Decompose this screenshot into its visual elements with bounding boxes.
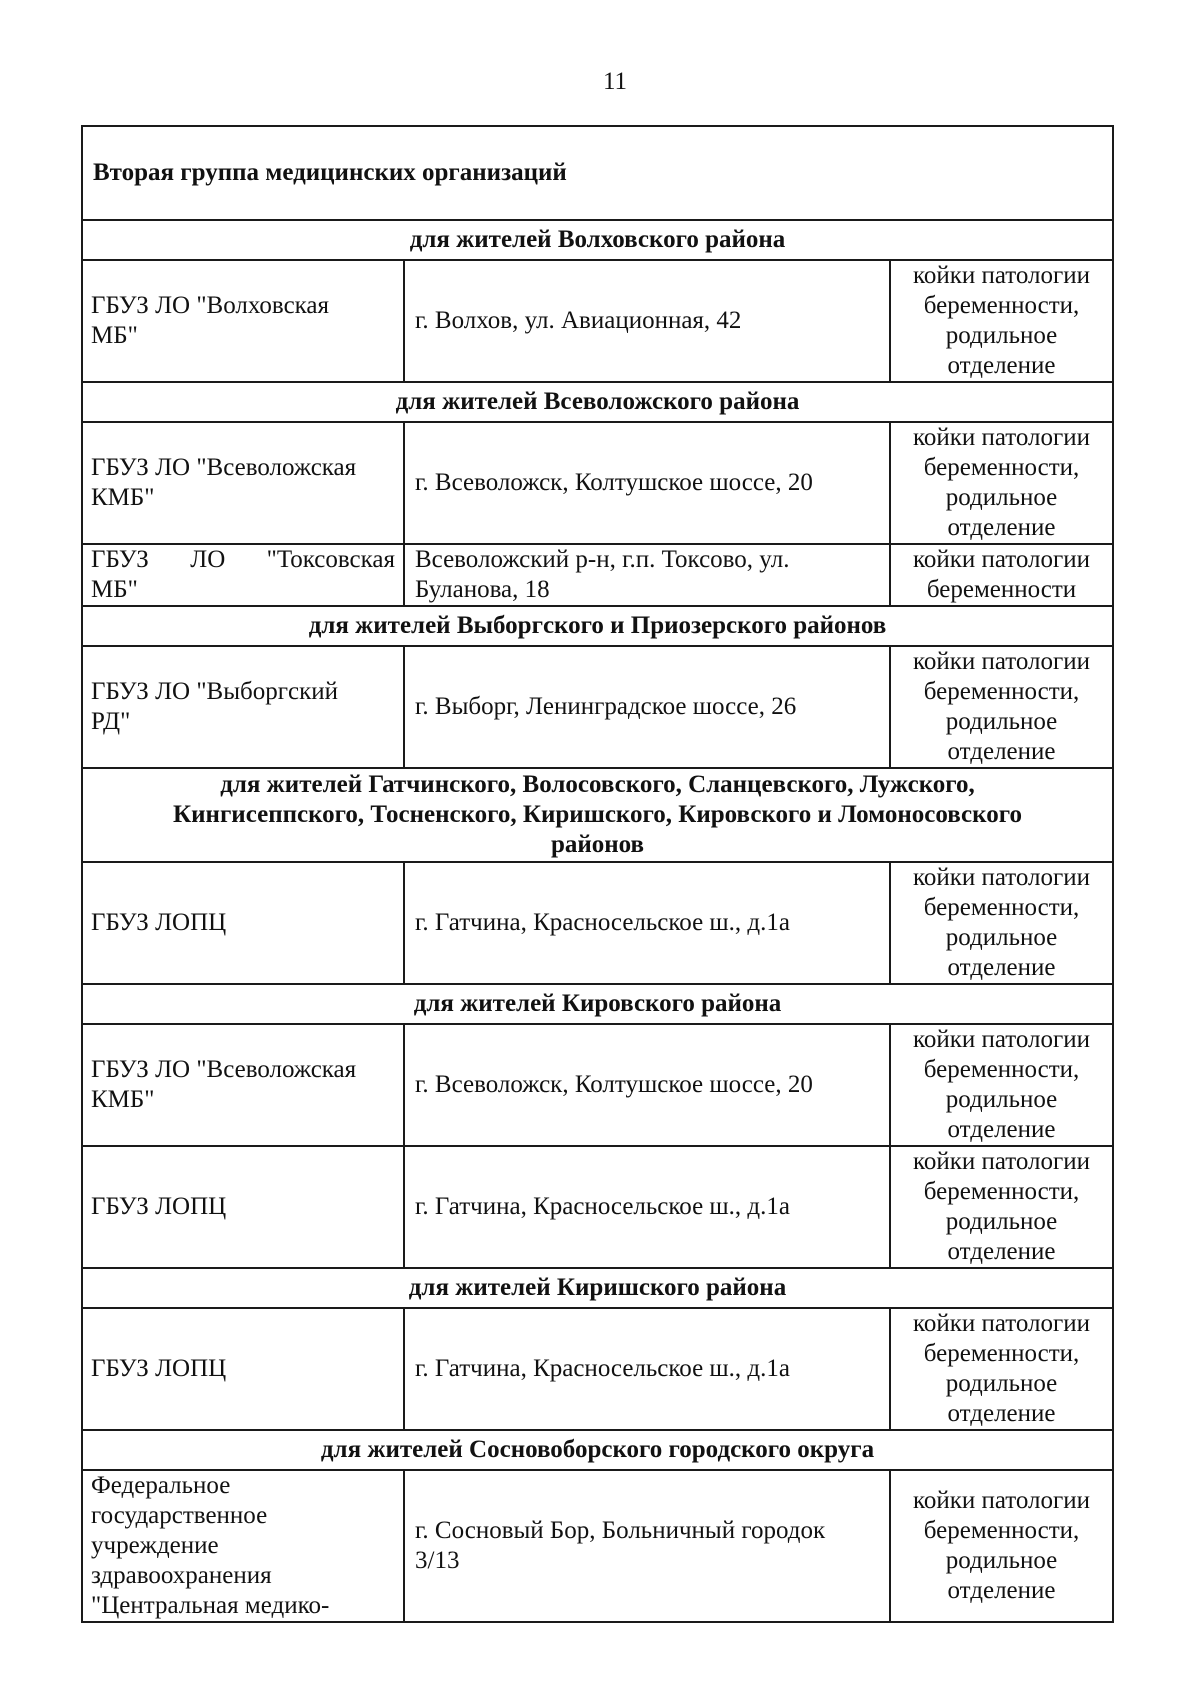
beds-cell: койки патологии беременности, родильное отделение bbox=[890, 646, 1113, 768]
address-cell: г. Гатчина, Красносельское ш., д.1а bbox=[404, 1308, 890, 1430]
table-row bbox=[82, 422, 1113, 544]
group-title: Вторая группа медицинских организаций bbox=[82, 126, 1113, 220]
organization-line: МБ" bbox=[91, 576, 138, 603]
district-row bbox=[82, 382, 1113, 422]
table-row bbox=[82, 260, 1113, 382]
address-cell: г. Волхов, ул. Авиационная, 42 bbox=[404, 260, 890, 382]
beds-cell: койки патологии беременности, родильное отделение bbox=[890, 1308, 1113, 1430]
district-row bbox=[82, 984, 1113, 1024]
organization-cell: ГБУЗ ЛО "Волховская МБ" bbox=[82, 260, 404, 382]
organization-cell: ГБУЗ ЛОПЦ bbox=[82, 862, 404, 984]
table-row bbox=[82, 862, 1113, 984]
table-row bbox=[82, 646, 1113, 768]
district-row bbox=[82, 1430, 1113, 1470]
organization-cell: ГБУЗ ЛО "Выборгский РД" bbox=[82, 646, 404, 768]
address-cell: г. Всеволожск, Колтушское шоссе, 20 bbox=[404, 1024, 890, 1146]
address-cell: Всеволожский р-н, г.п. Токсово, ул. Буланова, 18 bbox=[404, 544, 890, 606]
address-cell: г. Сосновый Бор, Больничный городок 3/13 bbox=[404, 1470, 890, 1622]
organization-cell: ГБУЗ ЛОПЦ bbox=[82, 1146, 404, 1268]
page-number: 11 bbox=[602, 68, 628, 95]
table-row bbox=[82, 1024, 1113, 1146]
district-heading: для жителей Сосновоборского городского округа bbox=[82, 1430, 1113, 1470]
table-row bbox=[82, 1470, 1113, 1622]
beds-cell: койки патологии беременности bbox=[890, 544, 1113, 606]
district-heading: для жителей Гатчинского, Волосовского, Сланцевского, Лужского, Кингисеппского, Тосненского, Киришского, Кировского и Ломоносовского районов bbox=[82, 768, 1113, 862]
organization-cell: ГБУЗ ЛОПЦ bbox=[82, 1308, 404, 1430]
district-row bbox=[82, 606, 1113, 646]
beds-cell: койки патологии беременности, родильное отделение bbox=[890, 862, 1113, 984]
table-row bbox=[82, 544, 1113, 606]
district-heading: для жителей Волховского района bbox=[82, 220, 1113, 260]
organization-line: ГБУЗ ЛО "Токсовская bbox=[91, 546, 395, 573]
group-title-row bbox=[82, 126, 1113, 220]
address-cell: г. Гатчина, Красносельское ш., д.1а bbox=[404, 862, 890, 984]
beds-cell: койки патологии беременности, родильное отделение bbox=[890, 260, 1113, 382]
beds-cell: койки патологии беременности, родильное отделение bbox=[890, 1470, 1113, 1622]
organization-cell: ГБУЗ ЛО "Всеволожская КМБ" bbox=[82, 1024, 404, 1146]
organization-cell: ГБУЗ ЛО "Всеволожская КМБ" bbox=[82, 422, 404, 544]
district-row bbox=[82, 768, 1113, 862]
medical-organizations-table bbox=[81, 125, 1114, 1623]
district-heading: для жителей Киришского района bbox=[82, 1268, 1113, 1308]
address-cell: г. Выборг, Ленинградское шоссе, 26 bbox=[404, 646, 890, 768]
beds-cell: койки патологии беременности, родильное отделение bbox=[890, 1146, 1113, 1268]
district-row bbox=[82, 220, 1113, 260]
district-heading: для жителей Всеволожского района bbox=[82, 382, 1113, 422]
organization-cell: Федеральное государственное учреждение здравоохранения "Центральная медико- bbox=[82, 1470, 404, 1622]
district-row bbox=[82, 1268, 1113, 1308]
organization-cell bbox=[82, 544, 404, 606]
address-cell: г. Гатчина, Красносельское ш., д.1а bbox=[404, 1146, 890, 1268]
beds-cell: койки патологии беременности, родильное отделение bbox=[890, 422, 1113, 544]
district-heading: для жителей Кировского района bbox=[82, 984, 1113, 1024]
district-heading: для жителей Выборгского и Приозерского районов bbox=[82, 606, 1113, 646]
address-cell: г. Всеволожск, Колтушское шоссе, 20 bbox=[404, 422, 890, 544]
table-row bbox=[82, 1146, 1113, 1268]
beds-cell: койки патологии беременности, родильное отделение bbox=[890, 1024, 1113, 1146]
table-row bbox=[82, 1308, 1113, 1430]
